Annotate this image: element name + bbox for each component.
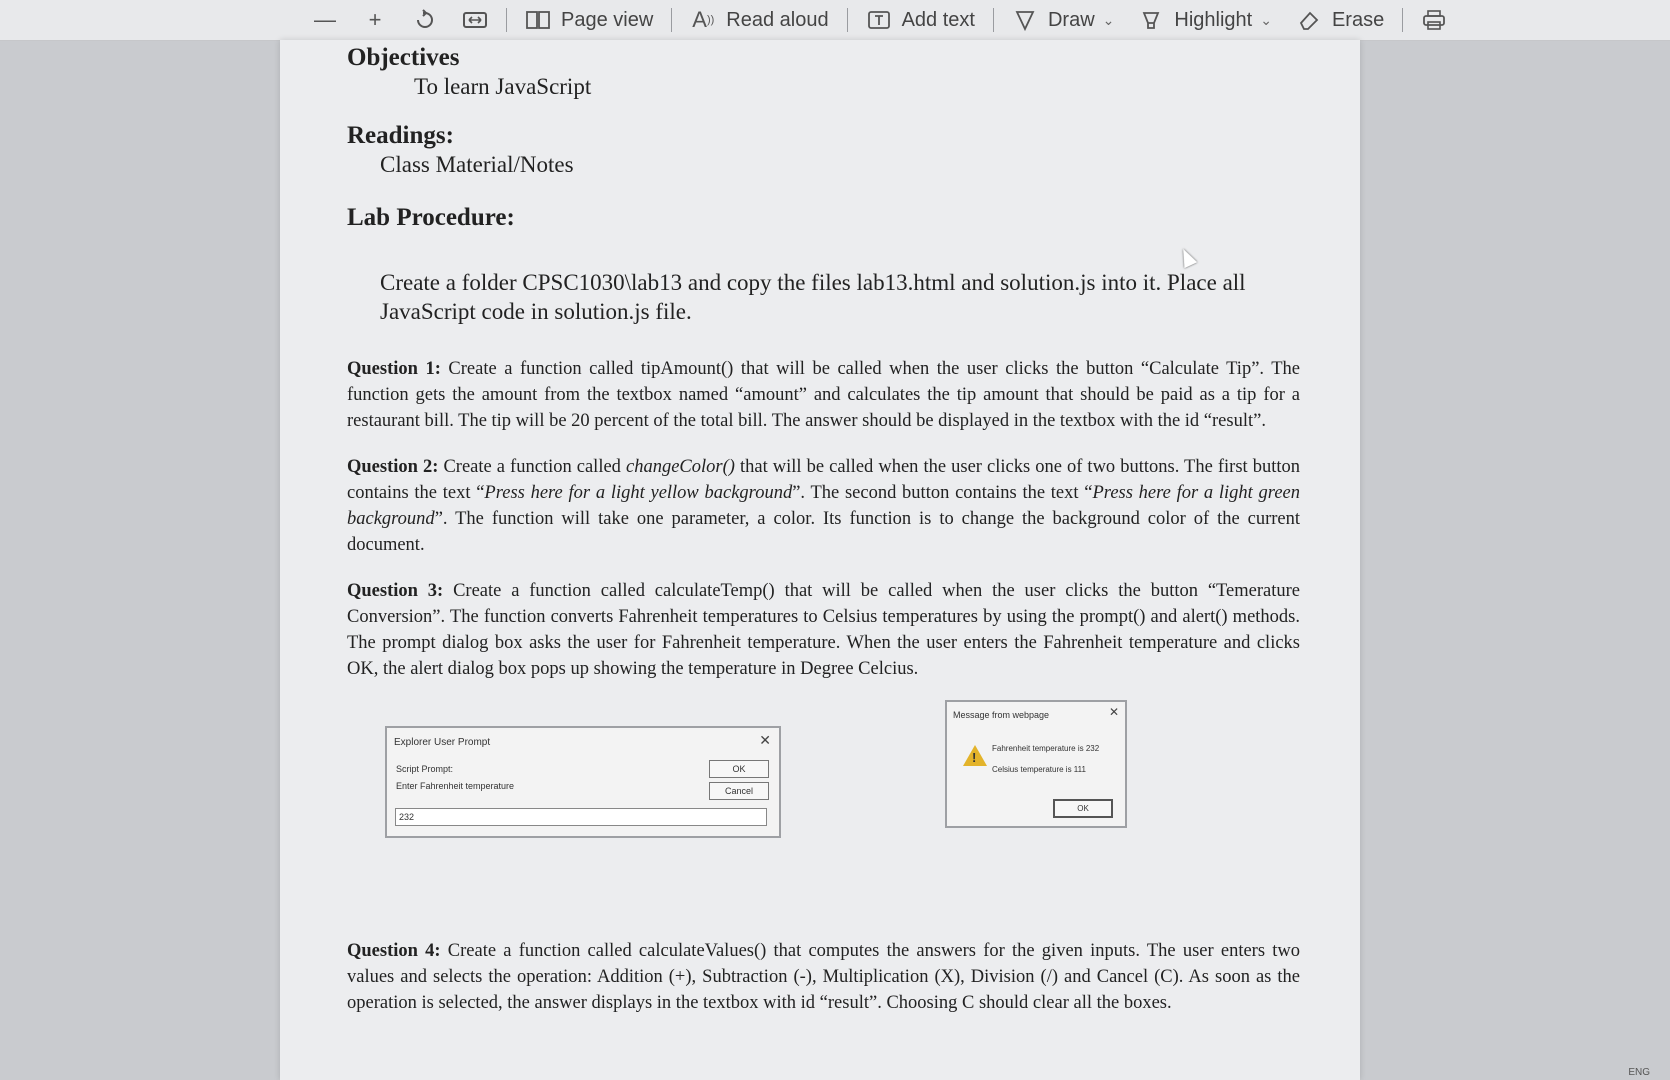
zoom-in-button[interactable] xyxy=(350,0,400,40)
readings-text: Class Material/Notes xyxy=(380,152,574,177)
prompt-cancel-button[interactable]: Cancel xyxy=(709,782,769,800)
erase-label: Erase xyxy=(1331,8,1385,31)
rotate-button[interactable] xyxy=(400,0,450,40)
read-aloud-label: Read aloud xyxy=(726,8,829,31)
question-2-text-c: ”. The second button contains the text “ xyxy=(792,483,1093,503)
alert-dialog-title: Message from webpage xyxy=(953,710,1050,720)
draw-button[interactable] xyxy=(1000,0,1126,40)
question-2 xyxy=(347,454,1300,558)
alert-celsius-line: Celsius temperature is 111 xyxy=(992,765,1086,774)
close-icon[interactable]: ✕ xyxy=(1108,705,1119,719)
readings-heading: Readings: xyxy=(347,122,454,149)
highlighter-icon xyxy=(1138,7,1164,33)
prompt-dialog-title: Explorer User Prompt xyxy=(394,737,491,748)
question-2-text-a: Create a function called xyxy=(438,457,626,477)
objectives-text: To learn JavaScript xyxy=(414,74,592,99)
toolbar-divider xyxy=(993,8,994,32)
add-text-button[interactable] xyxy=(854,0,987,40)
page-view-icon xyxy=(525,7,551,33)
lab-procedure-heading: Lab Procedure: xyxy=(347,204,515,231)
question-2-text-d: ”. The function will take one parameter, a color. Its function is to change the background color of the current document. xyxy=(347,509,1300,555)
prompt-dialog-figure xyxy=(385,726,781,838)
question-2-text-b: that will be called when the user clicks one of two buttons. The first button contains the text “ xyxy=(347,457,1300,503)
pdf-toolbar xyxy=(0,0,1670,41)
prompt-ok-button[interactable]: OK xyxy=(709,760,769,778)
fit-width-icon xyxy=(462,7,488,33)
draw-pen-icon xyxy=(1012,7,1038,33)
page-view-label: Page view xyxy=(561,8,654,31)
question-2-button1-text: Press here for a light yellow background xyxy=(484,483,793,503)
question-3-text: Create a function called calculateTemp() that will be called when the user clicks the button “Temerature Conversion”. The function converts Fahrenheit temperatures to Celsius temperatures by using the prompt() and alert() methods. The prompt dialog box asks the user for Fahrenheit temperature. When the user enters the Fahrenheit temperature and clicks OK, the alert dialog box pops up showing the temperature in Degree Celcius. xyxy=(347,581,1300,679)
page-content xyxy=(347,40,1300,1016)
fit-width-button[interactable] xyxy=(450,0,500,40)
minus-icon: — xyxy=(314,7,336,32)
question-1-label: Question 1: xyxy=(347,359,441,379)
plus-icon: + xyxy=(368,7,382,32)
highlight-label: Highlight xyxy=(1174,8,1253,31)
question-4 xyxy=(347,938,1300,1016)
alert-ok-button[interactable]: OK xyxy=(1053,799,1113,818)
lab-procedure-text: Create a folder CPSC1030\lab13 and copy the files lab13.html and solution.js into it. Place all JavaScript code in solution.js file. xyxy=(380,270,1246,324)
question-3 xyxy=(347,578,1300,682)
question-3-label: Question 3: xyxy=(347,581,444,601)
question-2-label: Question 2: xyxy=(347,457,439,477)
print-button[interactable] xyxy=(1409,0,1459,40)
question-4-label: Question 4: xyxy=(347,941,441,961)
toolbar-divider xyxy=(847,8,848,32)
read-aloud-icon: A )) xyxy=(692,7,715,32)
rotate-icon xyxy=(412,7,438,33)
question-2-button2-text: Press here for a light green background xyxy=(347,483,1300,529)
add-text-label: Add text xyxy=(901,8,975,31)
toolbar-divider xyxy=(671,8,672,32)
chevron-down-icon[interactable]: ⌄ xyxy=(1260,11,1272,28)
text-box-icon xyxy=(866,7,892,33)
objectives-heading: Objectives xyxy=(347,44,460,71)
language-indicator[interactable]: ENG xyxy=(1628,1067,1650,1078)
fahrenheit-input[interactable]: 232 xyxy=(395,808,767,826)
document-page xyxy=(280,40,1360,1080)
draw-label: Draw xyxy=(1047,8,1095,31)
prompt-message: Enter Fahrenheit temperature xyxy=(396,781,515,791)
question-1 xyxy=(347,356,1300,434)
highlight-button[interactable] xyxy=(1126,0,1284,40)
question-1-text: Create a function called tipAmount() that will be called when the user clicks the button “Calculate Tip”. The function gets the amount from the textbox named “amount” and calculates the tip amount that should be paid as a tip for a restaurant bill. The tip will be 20 percent of the total bill. The answer should be displayed in the textbox with the id “result”. xyxy=(347,359,1300,431)
erase-button[interactable] xyxy=(1284,0,1396,40)
toolbar-divider xyxy=(506,8,507,32)
warning-exclamation: ! xyxy=(972,750,977,765)
alert-fahrenheit-line: Fahrenheit temperature is 232 xyxy=(992,744,1100,753)
close-icon[interactable]: ✕ xyxy=(759,732,771,748)
chevron-down-icon[interactable]: ⌄ xyxy=(1102,11,1115,28)
toolbar-divider xyxy=(1402,8,1403,32)
read-aloud-button[interactable] xyxy=(678,0,840,40)
question-4-text: Create a function called calculateValues() that computes the answers for the given inputs. The user enters two values and selects the operation: Addition (+), Subtraction (-), Multiplication (X), Division (/) and Cancel (C). As soon as the operation is selected, the answer displays in the textbox with id “result”. Choosing C should clear all the boxes. xyxy=(347,941,1300,1013)
page-view-button[interactable] xyxy=(513,0,665,40)
alert-dialog-figure xyxy=(945,700,1127,828)
script-prompt-label: Script Prompt: xyxy=(396,764,454,774)
question-2-function: changeColor() xyxy=(625,457,735,477)
printer-icon xyxy=(1421,7,1447,33)
zoom-out-button[interactable] xyxy=(300,0,350,40)
eraser-icon xyxy=(1296,7,1322,33)
